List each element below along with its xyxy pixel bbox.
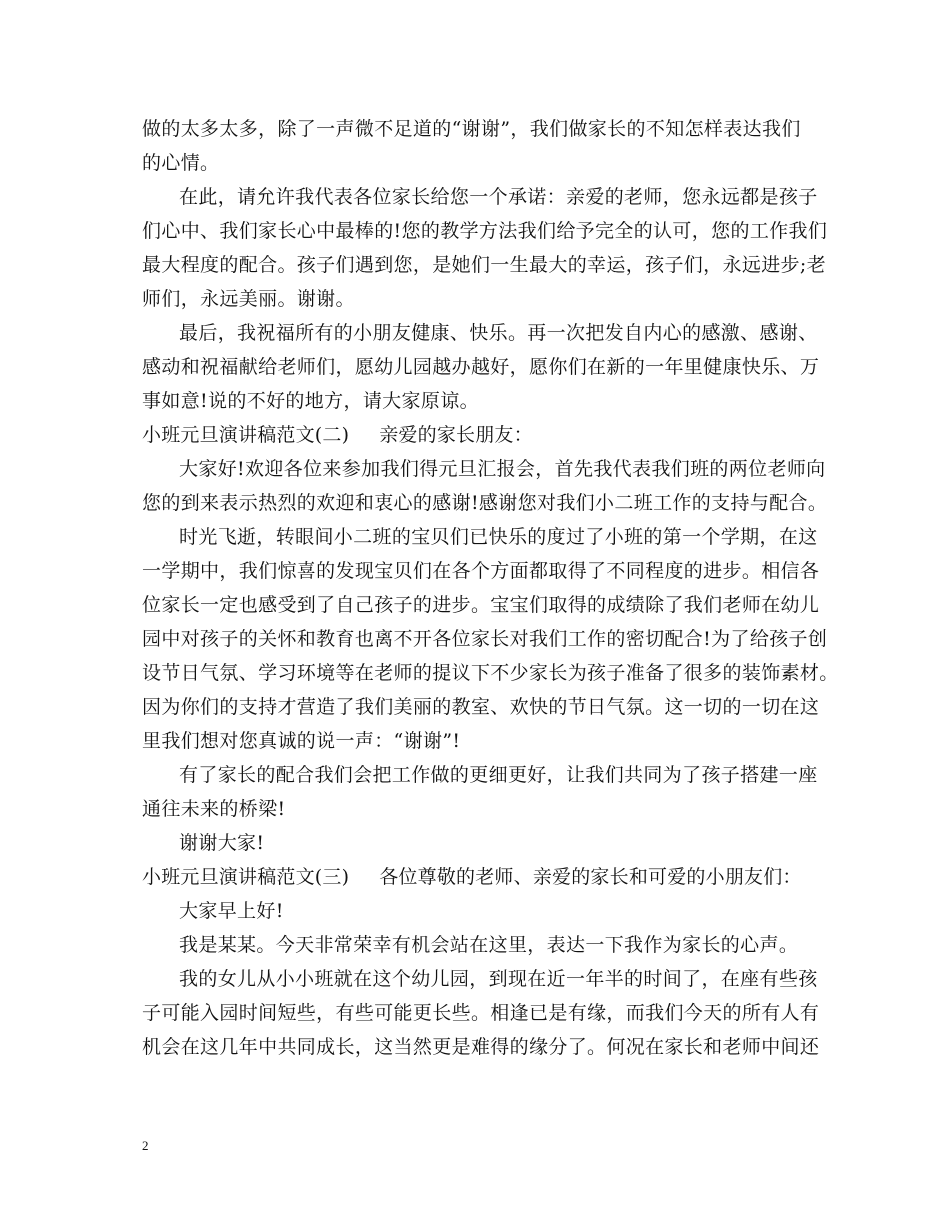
paragraph-line: 有了家长的配合我们会把工作做的更细更好，让我们共同为了孩子搭建一座 <box>179 764 818 786</box>
paragraph-line: 里我们想对您真诚的说一声：“谢谢”! <box>142 730 461 752</box>
paragraph-line: 大家好!欢迎各位来参加我们得元旦汇报会，首先我代表我们班的两位老师向 <box>179 458 826 480</box>
paragraph-line: 设节日气氛、学习环境等在老师的提议下不少家长为孩子准备了很多的装饰素材。 <box>142 662 839 684</box>
paragraph-line: 们心中、我们家长心中最棒的!您的教学方法我们给予完全的认可，您的工作我们 <box>142 220 828 242</box>
section-heading-line <box>142 418 812 452</box>
paragraph-line: 的心情。 <box>142 152 220 174</box>
section-title: 小班元旦演讲稿范文(二) <box>142 424 350 446</box>
salutation-text: 各位尊敬的老师、亲爱的家长和可爱的小朋友们： <box>379 866 802 888</box>
paragraph-line: 在此，请允许我代表各位家长给您一个承诺：亲爱的老师，您永远都是孩子 <box>179 186 818 208</box>
section-title: 小班元旦演讲稿范文(三) <box>142 866 350 888</box>
paragraph-line: 因为你们的支持才营造了我们美丽的教室、欢快的节日气氛。这一切的一切在这 <box>142 696 820 718</box>
paragraph-line: 您的到来表示热烈的欢迎和衷心的感谢!感谢您对我们小二班工作的支持与配合。 <box>142 492 828 514</box>
document-body <box>142 112 839 1064</box>
section-heading-line <box>142 860 812 894</box>
paragraph-line: 谢谢大家! <box>179 832 265 854</box>
paragraph-line: 做的太多太多，除了一声微不足道的“谢谢”，我们做家长的不知怎样表达我们 <box>142 118 801 140</box>
paragraph-line: 我的女儿从小小班就在这个幼儿园，到现在近一年半的时间了，在座有些孩 <box>179 968 818 990</box>
paragraph-line: 一学期中，我们惊喜的发现宝贝们在各个方面都取得了不同程度的进步。相信各 <box>142 560 820 582</box>
paragraph-line: 事如意!说的不好的地方，请大家原谅。 <box>142 390 479 412</box>
paragraph-line: 大家早上好! <box>179 900 284 922</box>
page-number: 2 <box>142 1138 149 1153</box>
paragraph-line: 子可能入园时间短些，有些可能更长些。相逢已是有缘，而我们今天的所有人有 <box>142 1002 820 1024</box>
paragraph-line: 时光飞逝，转眼间小二班的宝贝们已快乐的度过了小班的第一个学期，在这 <box>179 526 818 548</box>
paragraph-line: 位家长一定也感受到了自己孩子的进步。宝宝们取得的成绩除了我们老师在幼儿 <box>142 594 820 616</box>
paragraph-line: 最后，我祝福所有的小朋友健康、快乐。再一次把发自内心的感激、感谢、 <box>179 322 818 344</box>
paragraph-line: 机会在这几年中共同成长，这当然更是难得的缘分了。何况在家长和老师中间还 <box>142 1036 820 1058</box>
paragraph-line: 我是某某。今天非常荣幸有机会站在这里，表达一下我作为家长的心声。 <box>179 934 799 956</box>
paragraph-line: 最大程度的配合。孩子们遇到您，是她们一生最大的幸运，孩子们，永远进步;老 <box>142 254 827 276</box>
paragraph-line: 感动和祝福献给老师们，愿幼儿园越办越好，愿你们在新的一年里健康快乐、万 <box>142 356 820 378</box>
salutation-text: 亲爱的家长朋友： <box>379 424 533 446</box>
paragraph-line: 通往未来的桥梁! <box>142 798 286 820</box>
paragraph-line: 园中对孩子的关怀和教育也离不开各位家长对我们工作的密切配合!为了给孩子创 <box>142 628 828 650</box>
paragraph-line: 师们，永远美丽。谢谢。 <box>142 288 355 310</box>
